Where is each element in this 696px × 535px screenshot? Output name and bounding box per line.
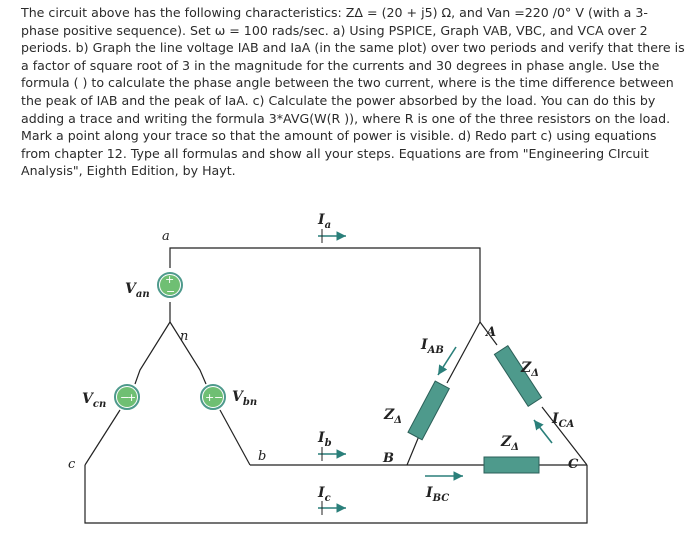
zbc-label: $Z_\Delta$ (501, 434, 519, 453)
problem-statement: The circuit above has the following characteristics: ZΔ = (20 + j5) Ω, and Van =220 /0° V (with a 3-phase positive sequence). Set ω = 100 rads/sec. a) Using PSPICE, Graph VAB, VBC, and VCA over 2 periods. b) Graph the line voltage IAB and IaA (in the same plot) over two periods and verify that there is a factor of square root of 3 in the magnitude for the currents and 30 degrees in phase angle. Use the formula ( ) to calculate the phase angle between the two current, where is the time difference between the peak of IAB and the peak of IaA. c) Calculate the power absorbed by the load. You can do this by adding a trace and writing the formula 3*AVG(W(R )), where R is one of the three resistors on the load. Mark a point along your trace so that the amount of power is visible. d) Redo part c) using equations from chapter 12. Type all formulas and show all your steps. Equations are from "Engineering CIrcuit Analysis", Eighth Edition, by Hayt. (21, 5, 685, 179)
vcn-label: $V_{cn}$ (82, 391, 107, 410)
van-label: $V_{an}$ (125, 281, 150, 300)
node-C-label: C (568, 457, 579, 472)
source-vcn (115, 385, 139, 409)
zca-label: $Z_\Delta$ (521, 360, 539, 379)
zab-label: $Z_\Delta$ (384, 407, 402, 426)
van-minus: − (166, 285, 176, 298)
impedance-ab (408, 381, 449, 440)
source-vbn (201, 385, 225, 409)
ia-label: $I_a$ (318, 212, 332, 231)
vbn-plus: + (205, 391, 215, 404)
line-a-wire (170, 248, 480, 322)
ic-label: $I_c$ (318, 485, 331, 504)
van-plus: + (165, 273, 175, 286)
node-b-label: b (258, 449, 267, 464)
node-a-label: a (162, 229, 170, 244)
source-b-lower (220, 410, 250, 465)
impedance-bc (484, 457, 539, 473)
vbn-minus: − (214, 391, 224, 404)
source-c-lower (85, 410, 120, 465)
line-c-wire (85, 465, 587, 523)
vcn-plus: + (127, 391, 137, 404)
vcn-minus: − (120, 391, 130, 404)
node-c-label: c (68, 457, 76, 472)
ib-label: $I_b$ (318, 430, 332, 449)
ica-arrow (534, 420, 552, 443)
node-A-label: A (486, 325, 497, 340)
iab-label: $I_{AB}$ (421, 337, 444, 356)
node-n-label: n (180, 329, 189, 344)
ibc-label: $I_{BC}$ (426, 485, 450, 504)
vbn-label: $V_{bn}$ (232, 389, 258, 408)
node-B-label: B (383, 451, 394, 466)
source-c-branch (135, 322, 170, 384)
ica-label: $I_{CA}$ (552, 411, 575, 430)
three-phase-circuit-diagram (0, 195, 696, 535)
source-van (158, 273, 182, 298)
